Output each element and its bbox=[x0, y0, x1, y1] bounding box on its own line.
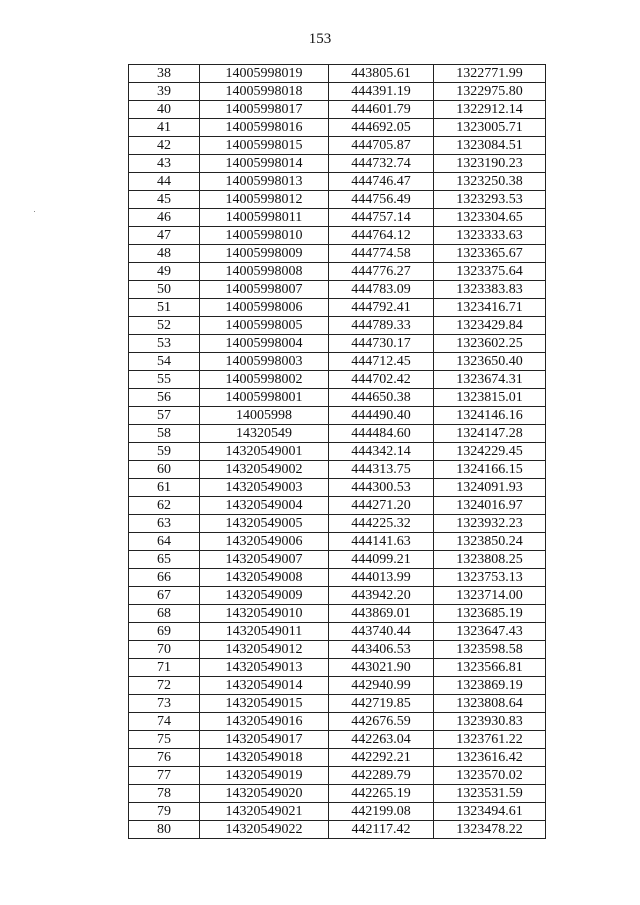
x-coordinate-cell: 442289.79 bbox=[329, 767, 434, 785]
x-coordinate-cell: 444300.53 bbox=[329, 479, 434, 497]
table-row bbox=[129, 749, 546, 767]
x-coordinate-cell: 444702.42 bbox=[329, 371, 434, 389]
point-number-cell: 41 bbox=[129, 119, 200, 137]
point-id-cell: 14005998005 bbox=[200, 317, 329, 335]
y-coordinate-cell: 1323650.40 bbox=[434, 353, 546, 371]
point-number-cell: 62 bbox=[129, 497, 200, 515]
point-id-cell: 14320549013 bbox=[200, 659, 329, 677]
x-coordinate-cell: 444783.09 bbox=[329, 281, 434, 299]
y-coordinate-cell: 1323598.58 bbox=[434, 641, 546, 659]
table-row bbox=[129, 587, 546, 605]
x-coordinate-cell: 442117.42 bbox=[329, 821, 434, 839]
x-coordinate-cell: 444764.12 bbox=[329, 227, 434, 245]
point-id-cell: 14320549006 bbox=[200, 533, 329, 551]
table-row bbox=[129, 443, 546, 461]
table-row bbox=[129, 641, 546, 659]
x-coordinate-cell: 443406.53 bbox=[329, 641, 434, 659]
y-coordinate-cell: 1322912.14 bbox=[434, 101, 546, 119]
point-id-cell: 14320549014 bbox=[200, 677, 329, 695]
point-number-cell: 50 bbox=[129, 281, 200, 299]
y-coordinate-cell: 1323685.19 bbox=[434, 605, 546, 623]
x-coordinate-cell: 444313.75 bbox=[329, 461, 434, 479]
x-coordinate-cell: 443869.01 bbox=[329, 605, 434, 623]
point-id-cell: 14005998003 bbox=[200, 353, 329, 371]
x-coordinate-cell: 444774.58 bbox=[329, 245, 434, 263]
table-row bbox=[129, 119, 546, 137]
point-number-cell: 61 bbox=[129, 479, 200, 497]
x-coordinate-cell: 444141.63 bbox=[329, 533, 434, 551]
x-coordinate-cell: 443942.20 bbox=[329, 587, 434, 605]
x-coordinate-cell: 444756.49 bbox=[329, 191, 434, 209]
y-coordinate-cell: 1323005.71 bbox=[434, 119, 546, 137]
point-number-cell: 80 bbox=[129, 821, 200, 839]
point-id-cell: 14320549007 bbox=[200, 551, 329, 569]
table-row bbox=[129, 317, 546, 335]
point-id-cell: 14320549002 bbox=[200, 461, 329, 479]
table-row bbox=[129, 101, 546, 119]
x-coordinate-cell: 444732.74 bbox=[329, 155, 434, 173]
point-id-cell: 14005998006 bbox=[200, 299, 329, 317]
x-coordinate-cell: 444225.32 bbox=[329, 515, 434, 533]
y-coordinate-cell: 1323674.31 bbox=[434, 371, 546, 389]
x-coordinate-cell: 444730.17 bbox=[329, 335, 434, 353]
point-number-cell: 65 bbox=[129, 551, 200, 569]
table-row bbox=[129, 245, 546, 263]
y-coordinate-cell: 1323478.22 bbox=[434, 821, 546, 839]
point-id-cell: 14320549017 bbox=[200, 731, 329, 749]
y-coordinate-cell: 1323531.59 bbox=[434, 785, 546, 803]
point-id-cell: 14320549011 bbox=[200, 623, 329, 641]
point-id-cell: 14320549020 bbox=[200, 785, 329, 803]
y-coordinate-cell: 1323333.63 bbox=[434, 227, 546, 245]
point-number-cell: 63 bbox=[129, 515, 200, 533]
point-id-cell: 14320549016 bbox=[200, 713, 329, 731]
page-number: 153 bbox=[308, 31, 332, 47]
y-coordinate-cell: 1323570.02 bbox=[434, 767, 546, 785]
table-row bbox=[129, 389, 546, 407]
point-number-cell: 70 bbox=[129, 641, 200, 659]
table-row bbox=[129, 227, 546, 245]
coordinates-table-body bbox=[129, 65, 546, 839]
x-coordinate-cell: 444692.05 bbox=[329, 119, 434, 137]
x-coordinate-cell: 444484.60 bbox=[329, 425, 434, 443]
x-coordinate-cell: 442719.85 bbox=[329, 695, 434, 713]
x-coordinate-cell: 444601.79 bbox=[329, 101, 434, 119]
point-number-cell: 46 bbox=[129, 209, 200, 227]
table-row bbox=[129, 713, 546, 731]
x-coordinate-cell: 442265.19 bbox=[329, 785, 434, 803]
point-id-cell: 14005998014 bbox=[200, 155, 329, 173]
table-row bbox=[129, 803, 546, 821]
y-coordinate-cell: 1322975.80 bbox=[434, 83, 546, 101]
y-coordinate-cell: 1323190.23 bbox=[434, 155, 546, 173]
point-id-cell: 14005998015 bbox=[200, 137, 329, 155]
y-coordinate-cell: 1323365.67 bbox=[434, 245, 546, 263]
y-coordinate-cell: 1323375.64 bbox=[434, 263, 546, 281]
table-row bbox=[129, 821, 546, 839]
y-coordinate-cell: 1323250.38 bbox=[434, 173, 546, 191]
y-coordinate-cell: 1323808.25 bbox=[434, 551, 546, 569]
table-row bbox=[129, 407, 546, 425]
point-id-cell: 14005998016 bbox=[200, 119, 329, 137]
y-coordinate-cell: 1324091.93 bbox=[434, 479, 546, 497]
x-coordinate-cell: 444789.33 bbox=[329, 317, 434, 335]
x-coordinate-cell: 444013.99 bbox=[329, 569, 434, 587]
table-row bbox=[129, 353, 546, 371]
y-coordinate-cell: 1323930.83 bbox=[434, 713, 546, 731]
point-number-cell: 68 bbox=[129, 605, 200, 623]
point-number-cell: 53 bbox=[129, 335, 200, 353]
point-number-cell: 79 bbox=[129, 803, 200, 821]
y-coordinate-cell: 1323566.81 bbox=[434, 659, 546, 677]
point-id-cell: 14005998004 bbox=[200, 335, 329, 353]
table-row bbox=[129, 785, 546, 803]
table-row bbox=[129, 281, 546, 299]
y-coordinate-cell: 1323647.43 bbox=[434, 623, 546, 641]
point-id-cell: 14005998019 bbox=[200, 65, 329, 83]
table-row bbox=[129, 299, 546, 317]
point-number-cell: 47 bbox=[129, 227, 200, 245]
table-row bbox=[129, 551, 546, 569]
point-number-cell: 43 bbox=[129, 155, 200, 173]
x-coordinate-cell: 444391.19 bbox=[329, 83, 434, 101]
point-number-cell: 66 bbox=[129, 569, 200, 587]
y-coordinate-cell: 1323602.25 bbox=[434, 335, 546, 353]
y-coordinate-cell: 1323714.00 bbox=[434, 587, 546, 605]
point-id-cell: 14005998017 bbox=[200, 101, 329, 119]
point-number-cell: 44 bbox=[129, 173, 200, 191]
point-id-cell: 14320549015 bbox=[200, 695, 329, 713]
y-coordinate-cell: 1324146.16 bbox=[434, 407, 546, 425]
table-row bbox=[129, 569, 546, 587]
point-id-cell: 14320549 bbox=[200, 425, 329, 443]
point-id-cell: 14005998008 bbox=[200, 263, 329, 281]
table-row bbox=[129, 533, 546, 551]
point-id-cell: 14320549021 bbox=[200, 803, 329, 821]
point-number-cell: 51 bbox=[129, 299, 200, 317]
table-row bbox=[129, 83, 546, 101]
table-row bbox=[129, 659, 546, 677]
point-number-cell: 77 bbox=[129, 767, 200, 785]
point-number-cell: 58 bbox=[129, 425, 200, 443]
point-id-cell: 14320549009 bbox=[200, 587, 329, 605]
y-coordinate-cell: 1323753.13 bbox=[434, 569, 546, 587]
point-number-cell: 74 bbox=[129, 713, 200, 731]
point-number-cell: 59 bbox=[129, 443, 200, 461]
point-number-cell: 49 bbox=[129, 263, 200, 281]
x-coordinate-cell: 444342.14 bbox=[329, 443, 434, 461]
point-id-cell: 14320549022 bbox=[200, 821, 329, 839]
point-number-cell: 69 bbox=[129, 623, 200, 641]
table-row bbox=[129, 695, 546, 713]
point-number-cell: 42 bbox=[129, 137, 200, 155]
table-row bbox=[129, 191, 546, 209]
table-row bbox=[129, 677, 546, 695]
point-number-cell: 71 bbox=[129, 659, 200, 677]
point-id-cell: 14005998011 bbox=[200, 209, 329, 227]
y-coordinate-cell: 1324147.28 bbox=[434, 425, 546, 443]
coordinates-table bbox=[128, 64, 546, 839]
y-coordinate-cell: 1323815.01 bbox=[434, 389, 546, 407]
x-coordinate-cell: 442292.21 bbox=[329, 749, 434, 767]
point-number-cell: 57 bbox=[129, 407, 200, 425]
table-row bbox=[129, 479, 546, 497]
x-coordinate-cell: 443740.44 bbox=[329, 623, 434, 641]
x-coordinate-cell: 444650.38 bbox=[329, 389, 434, 407]
y-coordinate-cell: 1323494.61 bbox=[434, 803, 546, 821]
x-coordinate-cell: 444776.27 bbox=[329, 263, 434, 281]
x-coordinate-cell: 442940.99 bbox=[329, 677, 434, 695]
y-coordinate-cell: 1323416.71 bbox=[434, 299, 546, 317]
table-row bbox=[129, 461, 546, 479]
table-row bbox=[129, 425, 546, 443]
point-number-cell: 52 bbox=[129, 317, 200, 335]
y-coordinate-cell: 1323304.65 bbox=[434, 209, 546, 227]
point-number-cell: 75 bbox=[129, 731, 200, 749]
x-coordinate-cell: 444705.87 bbox=[329, 137, 434, 155]
table-row bbox=[129, 767, 546, 785]
point-number-cell: 60 bbox=[129, 461, 200, 479]
table-row bbox=[129, 497, 546, 515]
table-row bbox=[129, 731, 546, 749]
point-id-cell: 14320549008 bbox=[200, 569, 329, 587]
point-number-cell: 78 bbox=[129, 785, 200, 803]
x-coordinate-cell: 442263.04 bbox=[329, 731, 434, 749]
point-id-cell: 14005998002 bbox=[200, 371, 329, 389]
table-row bbox=[129, 209, 546, 227]
x-coordinate-cell: 444757.14 bbox=[329, 209, 434, 227]
y-coordinate-cell: 1323932.23 bbox=[434, 515, 546, 533]
table-row bbox=[129, 605, 546, 623]
y-coordinate-cell: 1323761.22 bbox=[434, 731, 546, 749]
point-number-cell: 48 bbox=[129, 245, 200, 263]
table-row bbox=[129, 155, 546, 173]
point-id-cell: 14320549019 bbox=[200, 767, 329, 785]
point-number-cell: 73 bbox=[129, 695, 200, 713]
x-coordinate-cell: 444490.40 bbox=[329, 407, 434, 425]
x-coordinate-cell: 444099.21 bbox=[329, 551, 434, 569]
x-coordinate-cell: 444746.47 bbox=[329, 173, 434, 191]
point-id-cell: 14005998001 bbox=[200, 389, 329, 407]
y-coordinate-cell: 1323869.19 bbox=[434, 677, 546, 695]
y-coordinate-cell: 1323850.24 bbox=[434, 533, 546, 551]
point-id-cell: 14320549003 bbox=[200, 479, 329, 497]
table-row bbox=[129, 623, 546, 641]
x-coordinate-cell: 443021.90 bbox=[329, 659, 434, 677]
point-id-cell: 14320549001 bbox=[200, 443, 329, 461]
y-coordinate-cell: 1322771.99 bbox=[434, 65, 546, 83]
table-row bbox=[129, 137, 546, 155]
y-coordinate-cell: 1323293.53 bbox=[434, 191, 546, 209]
point-number-cell: 72 bbox=[129, 677, 200, 695]
x-coordinate-cell: 443805.61 bbox=[329, 65, 434, 83]
point-number-cell: 55 bbox=[129, 371, 200, 389]
point-number-cell: 76 bbox=[129, 749, 200, 767]
x-coordinate-cell: 442676.59 bbox=[329, 713, 434, 731]
point-number-cell: 64 bbox=[129, 533, 200, 551]
x-coordinate-cell: 444271.20 bbox=[329, 497, 434, 515]
point-id-cell: 14005998013 bbox=[200, 173, 329, 191]
point-number-cell: 45 bbox=[129, 191, 200, 209]
point-id-cell: 14005998009 bbox=[200, 245, 329, 263]
point-id-cell: 14320549005 bbox=[200, 515, 329, 533]
point-id-cell: 14320549018 bbox=[200, 749, 329, 767]
y-coordinate-cell: 1323084.51 bbox=[434, 137, 546, 155]
point-id-cell: 14005998010 bbox=[200, 227, 329, 245]
table-row bbox=[129, 65, 546, 83]
x-coordinate-cell: 444792.41 bbox=[329, 299, 434, 317]
y-coordinate-cell: 1324016.97 bbox=[434, 497, 546, 515]
point-id-cell: 14005998 bbox=[200, 407, 329, 425]
table-row bbox=[129, 515, 546, 533]
point-id-cell: 14320549004 bbox=[200, 497, 329, 515]
scan-speck bbox=[34, 211, 35, 212]
point-id-cell: 14005998007 bbox=[200, 281, 329, 299]
point-id-cell: 14005998018 bbox=[200, 83, 329, 101]
x-coordinate-cell: 444712.45 bbox=[329, 353, 434, 371]
point-id-cell: 14320549012 bbox=[200, 641, 329, 659]
y-coordinate-cell: 1323383.83 bbox=[434, 281, 546, 299]
y-coordinate-cell: 1324166.15 bbox=[434, 461, 546, 479]
x-coordinate-cell: 442199.08 bbox=[329, 803, 434, 821]
point-number-cell: 56 bbox=[129, 389, 200, 407]
point-number-cell: 38 bbox=[129, 65, 200, 83]
table-row bbox=[129, 371, 546, 389]
y-coordinate-cell: 1323429.84 bbox=[434, 317, 546, 335]
y-coordinate-cell: 1323808.64 bbox=[434, 695, 546, 713]
point-id-cell: 14005998012 bbox=[200, 191, 329, 209]
table-row bbox=[129, 335, 546, 353]
y-coordinate-cell: 1324229.45 bbox=[434, 443, 546, 461]
point-number-cell: 67 bbox=[129, 587, 200, 605]
point-number-cell: 40 bbox=[129, 101, 200, 119]
point-number-cell: 39 bbox=[129, 83, 200, 101]
point-id-cell: 14320549010 bbox=[200, 605, 329, 623]
table-row bbox=[129, 263, 546, 281]
table-row bbox=[129, 173, 546, 191]
y-coordinate-cell: 1323616.42 bbox=[434, 749, 546, 767]
point-number-cell: 54 bbox=[129, 353, 200, 371]
